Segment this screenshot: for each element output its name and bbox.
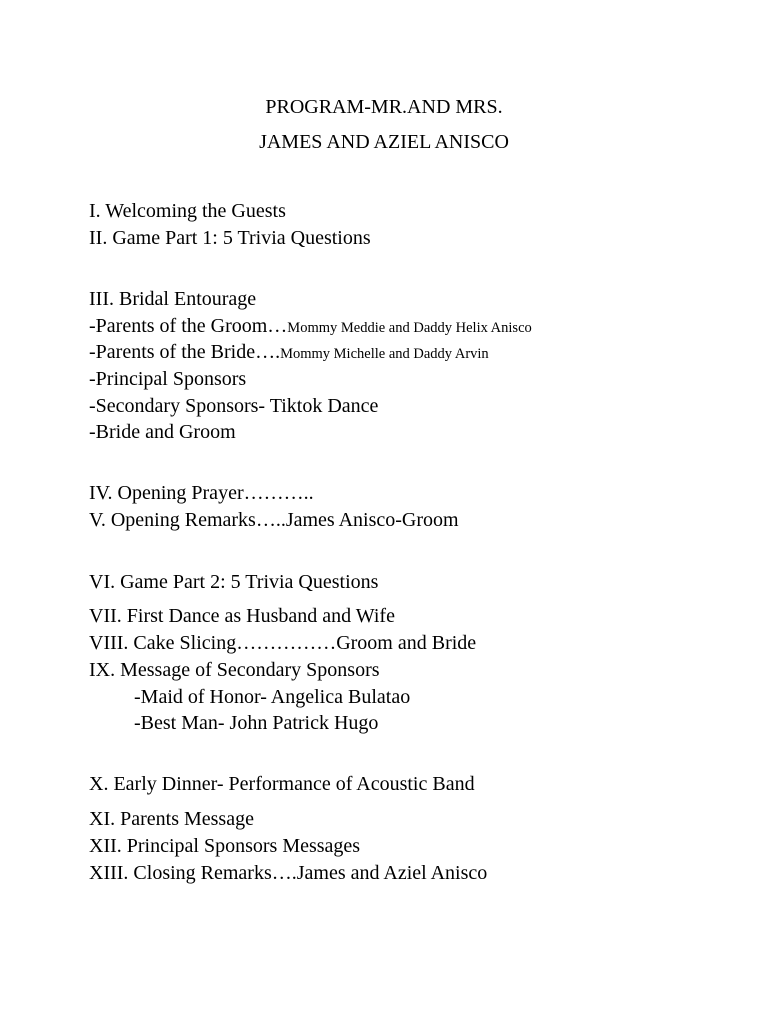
best-man-line: -Best Man- John Patrick Hugo	[134, 712, 379, 734]
program-item-2: II. Game Part 1: 5 Trivia Questions	[89, 227, 371, 249]
program-item-13: XIII. Closing Remarks….James and Aziel Anisco	[89, 862, 488, 884]
document-title-line-2: JAMES AND AZIEL ANISCO	[259, 131, 509, 153]
document-title-line-1: PROGRAM-MR.AND MRS.	[265, 96, 503, 118]
program-item-8: VIII. Cake Slicing……………Groom and Bride	[89, 632, 477, 654]
program-item-9: IX. Message of Secondary Sponsors	[89, 659, 380, 681]
program-item-6: VI. Game Part 2: 5 Trivia Questions	[89, 571, 379, 593]
program-item-10: X. Early Dinner- Performance of Acoustic Band	[89, 773, 475, 795]
entourage-secondary-sponsors: -Secondary Sponsors- Tiktok Dance	[89, 395, 379, 417]
program-item-3: III. Bridal Entourage	[89, 288, 257, 310]
maid-of-honor-line: -Maid of Honor- Angelica Bulatao	[134, 686, 411, 708]
program-item-12: XII. Principal Sponsors Messages	[89, 835, 361, 857]
program-item-1: I. Welcoming the Guests	[89, 200, 286, 222]
entourage-bride-parents-names: Mommy Michelle and Daddy Arvin	[280, 346, 489, 362]
entourage-principal-sponsors: -Principal Sponsors	[89, 368, 247, 390]
entourage-bride-parents-label: -Parents of the Bride….	[89, 341, 281, 363]
program-item-5: V. Opening Remarks…..James Anisco-Groom	[89, 509, 459, 531]
entourage-groom-parents-names: Mommy Meddie and Daddy Helix Anisco	[287, 320, 532, 336]
entourage-bride-parents	[89, 340, 489, 366]
entourage-groom-parents	[89, 314, 532, 340]
entourage-bride-and-groom: -Bride and Groom	[89, 421, 236, 443]
program-item-7: VII. First Dance as Husband and Wife	[89, 605, 395, 627]
program-item-11: XI. Parents Message	[89, 808, 254, 830]
program-item-4: IV. Opening Prayer………..	[89, 482, 314, 504]
entourage-groom-parents-label: -Parents of the Groom…	[89, 315, 288, 337]
